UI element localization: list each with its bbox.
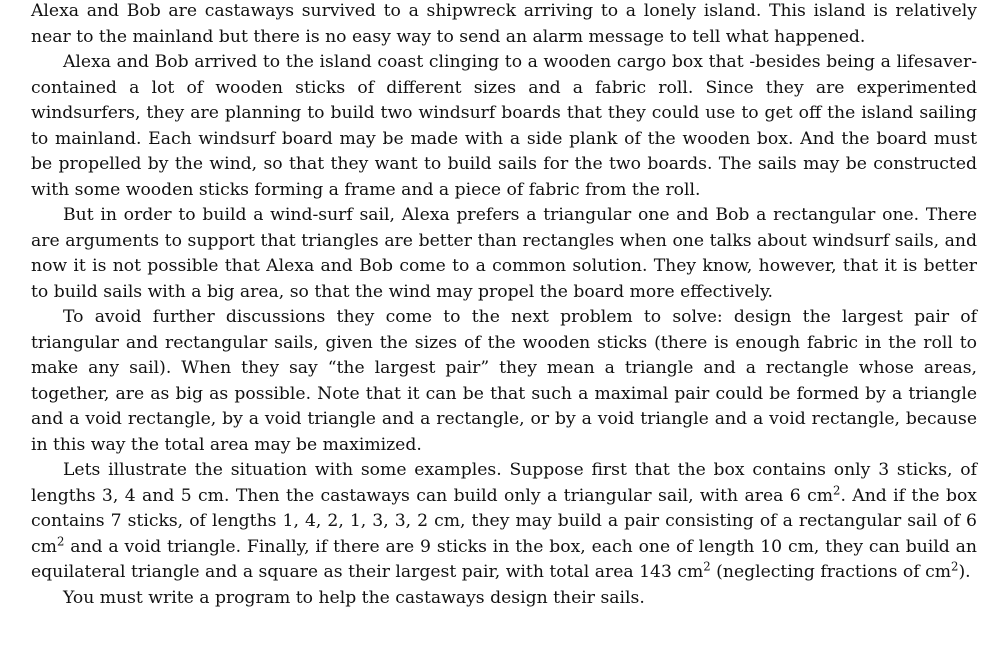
superscript-exponent: 2 [833,483,841,498]
examples-text: Lets illustrate the situation with some examples. Suppose first that the box contains only 3 sticks, of lengths 3, 4 and 5 cm. Then the castaways can build only a triangular sail, with area 6 cm [31,460,977,506]
superscript-exponent: 2 [56,534,65,549]
examples-text: . And if the box contains 7 sticks, of lengths 1, 4, 2, 1, 3, 3, 2 cm, they may build a pair consisting of a rectangular sail of 6 cm [31,485,977,557]
paragraph-sail-shapes: But in order to build a wind-surf sail, Alexa prefers a triangular one and Bob a rectangular one. There are arguments to support that triangles are better than rectangles when one talks about windsurf sails, and now it is not possible that Alexa and Bob come to a common solution. They know, however, that it is better to build sails with a big area, so that the wind may propel the board more effectively. [31,205,977,302]
paragraph-intro: Alexa and Bob are castaways survived to a shipwreck arriving to a lonely island. This island is relatively near to the mainland but there is no easy way to send an alarm message to tell what happened. [31,1,977,47]
superscript-exponent: 2 [951,559,959,574]
paragraph-arrival: Alexa and Bob arrived to the island coast clinging to a wooden cargo box that -besides being a lifesaver- contained a lot of wooden sticks of different sizes and a fabric roll. Since they are experimented windsurfers, they are planning to build two windsurf boards that they could use to get off the island sailing to mainland. Each windsurf board may be made with a side plank of the wooden box. And the board must be propelled by the wind, so that they want to build sails for the two boards. The sails may be constructed with some wooden sticks forming a frame and a piece of fabric from the roll. [31,52,977,200]
paragraph-task: You must write a program to help the castaways design their sails. [63,587,645,608]
superscript-exponent: 2 [703,559,711,574]
examples-text: ). [958,562,971,582]
paragraph-problem-definition: To avoid further discussions they come to the next problem to solve: design the largest pair of triangular and rectangular sails, given the sizes of the wooden sticks (there is enough fabric in the roll to make any sail). When they say “the largest pair” they mean a triangle and a rectangle whose areas, together, are as big as possible. Note that it can be that such a maximal pair could be formed by a triangle and a void rectangle, by a void triangle and a rectangle, or by a void triangle and a void rectangle, because in this way the total area may be maximized. [31,307,977,455]
examples-text: (neglecting fractions of cm [710,562,952,582]
paragraph-examples [31,458,977,586]
examples-text: and a void triangle. Finally, if there are 9 sticks in the box, each one of length 10 cm, they can build an equilateral triangle and a square as their largest pair, with total area 143 cm [31,536,977,582]
